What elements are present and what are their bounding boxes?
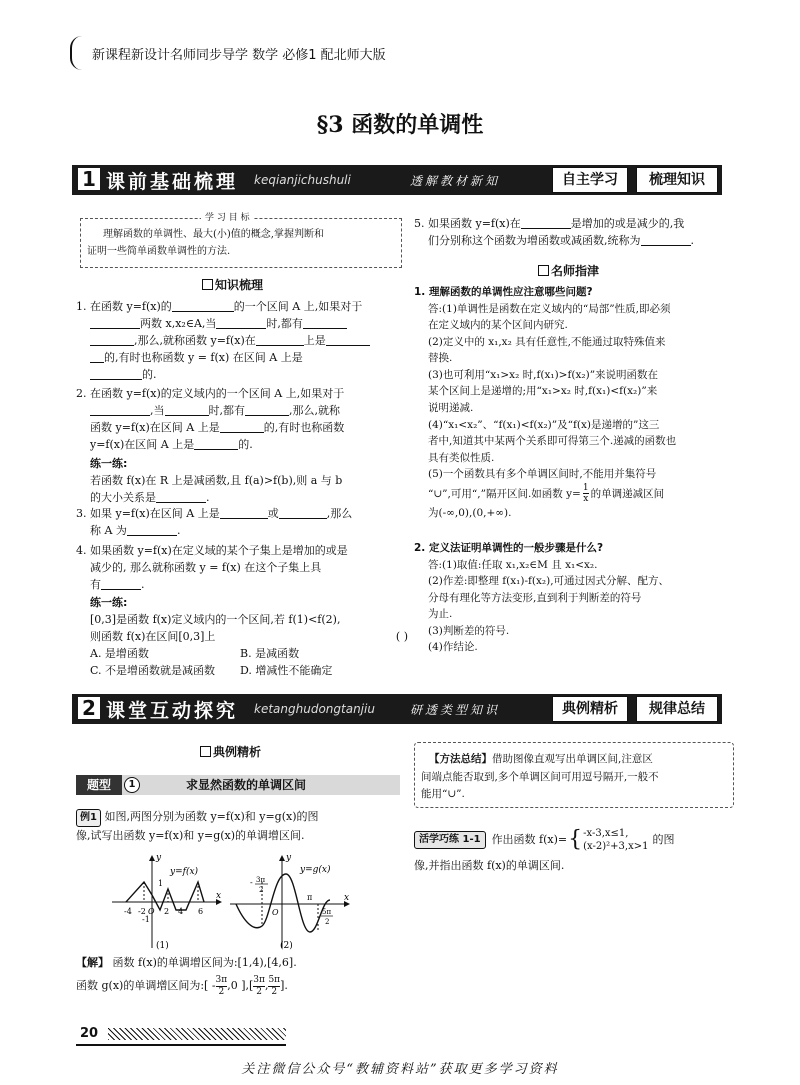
k5-block: 5. 如果函数 y=f(x)在 是增加的或是减少的,我 们分别称这个函数为增函数或减函数,统称为 . xyxy=(414,217,694,248)
page-number-rule xyxy=(76,1044,286,1046)
section2-slogan: 研透类型知识 xyxy=(410,703,501,717)
section2-banner xyxy=(72,694,722,724)
graph1-x: x xyxy=(216,891,222,901)
example1-label: 例1 xyxy=(76,809,101,827)
practice2-block: 练一练: [0,3]是函数 f(x)定义域内的一个区间,若 f(1)<f(2), 则函数 f(x)在区间[0,3]上 ( ) A. 是增函数 B. 是减函数 C. 不是增函数就是减函数 D. 增减性不能确定 xyxy=(90,596,408,678)
knowledge-heading: 知识梳理 xyxy=(202,276,263,293)
section1-tag1: 自主学习 xyxy=(552,167,628,193)
practice11-label: 活学巧练 1-1 xyxy=(414,831,486,849)
type1-title: 求显然函数的单调区间 xyxy=(186,778,307,792)
page-number: 20 xyxy=(80,1026,99,1041)
type1-label: 题型 xyxy=(76,775,122,795)
method-box: 【方法总结】借助图像直观写出单调区间,注意区 间端点能否取到,多个单调区间可用逗号隔开,一般不 能用“∪”. xyxy=(414,742,734,808)
type1-bar xyxy=(76,775,400,795)
graph1-y: y xyxy=(156,853,162,863)
graph1-caption: (1) xyxy=(156,941,169,951)
graph1-tick-2: O xyxy=(148,907,155,916)
goal-text2: 证明一些简单函数单调性的方法. xyxy=(87,246,231,257)
header-bracket xyxy=(70,36,84,70)
section1-pinyin: keqianjichushuli xyxy=(254,173,351,187)
graph1-tick-4: 4 xyxy=(178,907,184,916)
page-title: §3 函数的单调性 xyxy=(316,112,484,138)
square-icon xyxy=(538,265,549,276)
type1-num: 1 xyxy=(124,777,140,793)
k2-block: 2. 在函数 y=f(x)的定义域内的一个区间 A 上,如果对于 ,当 时,都有 ,那么,就称 函数 y=f(x)在区间 A 上是 的,有时也称函数 y=f(x)在区间 A 上是 的. xyxy=(76,387,345,452)
graph2-t1d: 2 xyxy=(259,886,264,894)
practice11-block: 活学巧练 1-1 作出函数 f(x)= { -x-3,x≤1, (x-2)²+3,x>1 的图 像,并指出函数 f(x)的单调区间. xyxy=(414,827,675,872)
section2-pinyin: ketanghudongtanjiu xyxy=(254,702,375,716)
graph2 xyxy=(230,852,355,952)
solution-block: 【解】 函数 f(x)的单调增区间为:[1,4),[4,6]. 函数 g(x)的单调增区间为:[ - $\frac{3\pi}{2}$ ,0 ],[ $\frac{3\pi}{2}$ , $\frac{5\pi}{2}$ ]. xyxy=(76,956,297,997)
graph1-ytick: -1 xyxy=(142,915,150,924)
graph1-tick-0: -4 xyxy=(124,907,132,916)
graph2-caption: (2) xyxy=(280,941,293,951)
square-icon xyxy=(202,279,213,290)
graph2-t2d: 2 xyxy=(325,918,330,926)
graph1-tick-5: 6 xyxy=(198,907,204,916)
goal-text1: 理解函数的单调性、最大(小)值的概念,掌握判断和 xyxy=(103,229,324,240)
graph2-fname: y=g(x) xyxy=(300,865,331,875)
section1-tag2: 梳理知识 xyxy=(636,167,718,193)
example-heading: 典例精析 xyxy=(200,743,261,760)
q2-block: 2. 定义法证明单调性的一般步骤是什么? 答:(1)取值:任取 x₁,x₂∈M 且 x₁<x₂. (2)作差:即整理 f(x₁)-f(x₂),可通过因式分解、配方、 分母有理化等方法变形,直到利于判断差的符号 为止. (3)判断差的符号. (4)作结论. xyxy=(414,542,670,654)
goal-label: 学 习 目 标 xyxy=(201,211,254,225)
section2-tag1: 典例精析 xyxy=(552,696,628,722)
k4-block: 4. 如果函数 y=f(x)在定义域的某个子集上是增加的或是 减少的, 那么就称函数 y = f(x) 在这个子集上具 有 . xyxy=(76,544,348,592)
example1-block: 例1 如图,两图分别为函数 y=f(x)和 y=g(x)的图 像,试写出函数 y=f(x)和 y=g(x)的单调增区间. xyxy=(76,810,319,842)
section1-title: 课前基础梳理 xyxy=(106,171,239,193)
tips-heading: 名师指津 xyxy=(538,262,599,279)
graph1-one: 1 xyxy=(158,879,164,888)
graph2-t2n: 5π xyxy=(322,908,332,916)
section1-slogan: 透解教材新知 xyxy=(410,174,501,188)
section2-tag2: 规律总结 xyxy=(636,696,718,722)
book-title: 新课程新设计名师同步导学 数学 必修1 配北师大版 xyxy=(92,48,386,63)
section2-number: 2 xyxy=(78,697,100,719)
graph1-tick-3: 2 xyxy=(164,907,170,916)
section1-banner xyxy=(72,165,722,195)
goal-box xyxy=(80,213,402,268)
k3-block: 3. 如果 y=f(x)在区间 A 上是 或 ,那么 称 A 为 . xyxy=(76,507,353,538)
graph2-t1sign: - xyxy=(250,878,253,887)
graph1 xyxy=(112,852,227,952)
graph2-y: y xyxy=(286,853,292,863)
footer-text: 关注微信公众号“教辅资料站”获取更多学习资料 xyxy=(241,1062,559,1077)
section1-number: 1 xyxy=(78,168,100,190)
section2-title: 课堂互动探究 xyxy=(106,700,239,722)
graph2-t1n: 3π xyxy=(256,876,266,884)
graph1-fname: y=f(x) xyxy=(170,867,199,877)
q1-block: 1. 理解函数的单调性应注意哪些问题? 答:(1)单调性是函数在定义域内的“局部”性质,即必须 在定义域内的某个区间内研究. (2)定义中的 x₁,x₂ 具有任意性,不能通过取特殊值来 替换. (3)也可利用“x₁>x₂ 时,f(x₁)>f(x₂)”来说明函数在 某个区间上是递增的;用“x₁>x₂ 时,f(x₁)<f(x₂)”来 说明递减. (4)“x₁<x₂”、“f(x₁)<f(x₂)”及“f(x)是递增的”这三 者中,知道其中某两个关系即可得第三个.递减的函数也 具有类似性质. (5)一个函数具有多个单调区间时,不能用并集符号 “∪”,可用“,”隔开区间.如函数 y= $\frac{1}{x}$ 的单调递减区间 为(-∞,0),(0,+∞). xyxy=(414,286,677,519)
footer-dots xyxy=(108,1028,286,1040)
k1-block: 1. 在函数 y=f(x)的 的一个区间 A 上,如果对于 两数 x,x₂∈A,当 时,都有 ,那么,就称函数 y=f(x)在 上是 的,有时也称函数 y = f(x) 在区间 A 上是 的. xyxy=(76,298,406,383)
graph2-pi: π xyxy=(307,893,313,902)
graph2-o: O xyxy=(272,908,279,917)
graph1-tick-1: -2 xyxy=(138,907,146,916)
graph2-x: x xyxy=(344,893,350,903)
square-icon xyxy=(200,746,211,757)
practice1-block: 练一练: 若函数 f(x)在 R 上是减函数,且 f(a)>f(b),则 a 与 b 的大小关系是 . xyxy=(90,457,343,505)
